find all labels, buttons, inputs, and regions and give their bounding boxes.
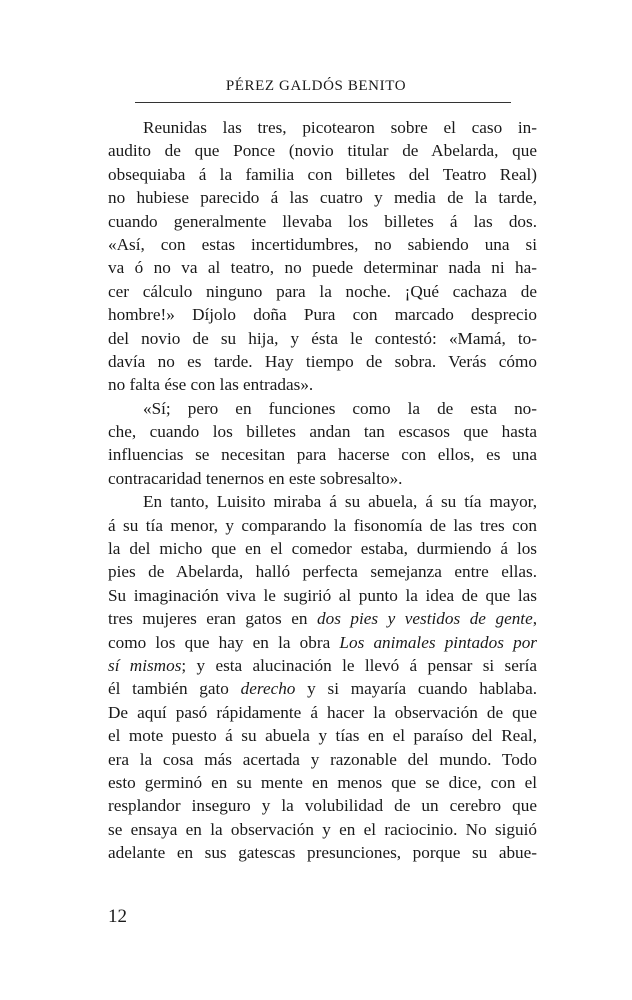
text-line: Su imaginación viva le sugirió al punto la idea de que las: [108, 585, 537, 605]
text-line: no hubiese parecido á las cuatro y media de la tarde,: [108, 188, 537, 208]
text-line: como los que hay en la obra Los animales pintados por: [108, 632, 537, 652]
text-line: audito de que Ponce (novio titular de Abelarda, que: [108, 141, 537, 161]
text-line: En tanto, Luisito miraba á su abuela, á su tía mayor,: [143, 492, 537, 512]
text-line: contracaridad tenernos en este sobresalto».: [108, 468, 403, 488]
text-line: obsequiaba á la familia con billetes del Teatro Real): [108, 164, 537, 184]
text-line: del novio de su hija, y ésta le contestó: «Mamá, to-: [108, 328, 537, 348]
text-line: influencias se necesitan para hacerse con ellos, es una: [108, 445, 537, 465]
text-line: tres mujeres eran gatos en dos pies y vestidos de gente,: [108, 609, 537, 629]
text-line: pies de Abelarda, halló perfecta semejanza entre ellas.: [108, 562, 537, 582]
paragraph-1: [108, 116, 537, 397]
text-line: era la cosa más acertada y razonable del mundo. Todo: [108, 749, 537, 769]
header-rule: [135, 102, 511, 103]
text-line: la del micho que en el comedor estaba, durmiendo á los: [108, 539, 537, 559]
text-line: cuando generalmente llevaba los billetes á las dos.: [108, 211, 537, 231]
text-line: Reunidas las tres, picotearon sobre el caso in-: [143, 118, 537, 137]
body-text: [108, 116, 537, 865]
text-line: resplandor inseguro y la volubilidad de un cerebro que: [108, 796, 537, 816]
italic-text: Los animales pintados por: [339, 632, 537, 652]
text-line: cer cálculo ninguno para la noche. ¡Qué cachaza de: [108, 281, 537, 301]
text-line: De aquí pasó rápidamente á hacer la observación de que: [108, 702, 537, 722]
text-line: á su tía menor, y comparando la fisonomía de las tres con: [108, 515, 537, 535]
paragraph-2: [108, 397, 537, 491]
paragraph-3: [108, 490, 537, 864]
running-head: PÉREZ GALDÓS BENITO: [225, 78, 407, 94]
text-line: él también gato derecho y si mayaría cuando hablaba.: [108, 679, 537, 699]
text-line: «Sí; pero en funciones como la de esta no-: [143, 398, 537, 418]
text-line: sí mismos; y esta alucinación le llevó á pensar si sería: [108, 655, 537, 675]
text-line: hombre!» Díjolo doña Pura con marcado desprecio: [108, 305, 537, 325]
italic-text: sí mismos: [108, 655, 182, 675]
text-line: «Así, con estas incertidumbres, no sabiendo una si: [108, 234, 537, 254]
text-line: adelante en sus gatescas presunciones, porque su abue-: [108, 843, 537, 863]
text-line: se ensaya en la observación y en el raciocinio. No siguió: [108, 819, 537, 839]
text-line: el mote puesto á su abuela y tías en el paraíso del Real,: [108, 726, 537, 746]
text-line: davía no es tarde. Hay tiempo de sobra. Verás cómo: [108, 351, 537, 371]
page-number: 12: [108, 906, 127, 927]
text-line: che, cuando los billetes andan tan escasos que hasta: [108, 422, 537, 442]
text-line: esto germinó en su mente en menos que se dice, con el: [108, 772, 537, 792]
italic-text: derecho: [240, 679, 296, 699]
text-line: va ó no va al teatro, no puede determinar nada ni ha-: [108, 258, 537, 278]
text-line: no falta ése con las entradas».: [108, 375, 314, 395]
italic-text: dos pies y vestidos de gente: [317, 609, 533, 629]
